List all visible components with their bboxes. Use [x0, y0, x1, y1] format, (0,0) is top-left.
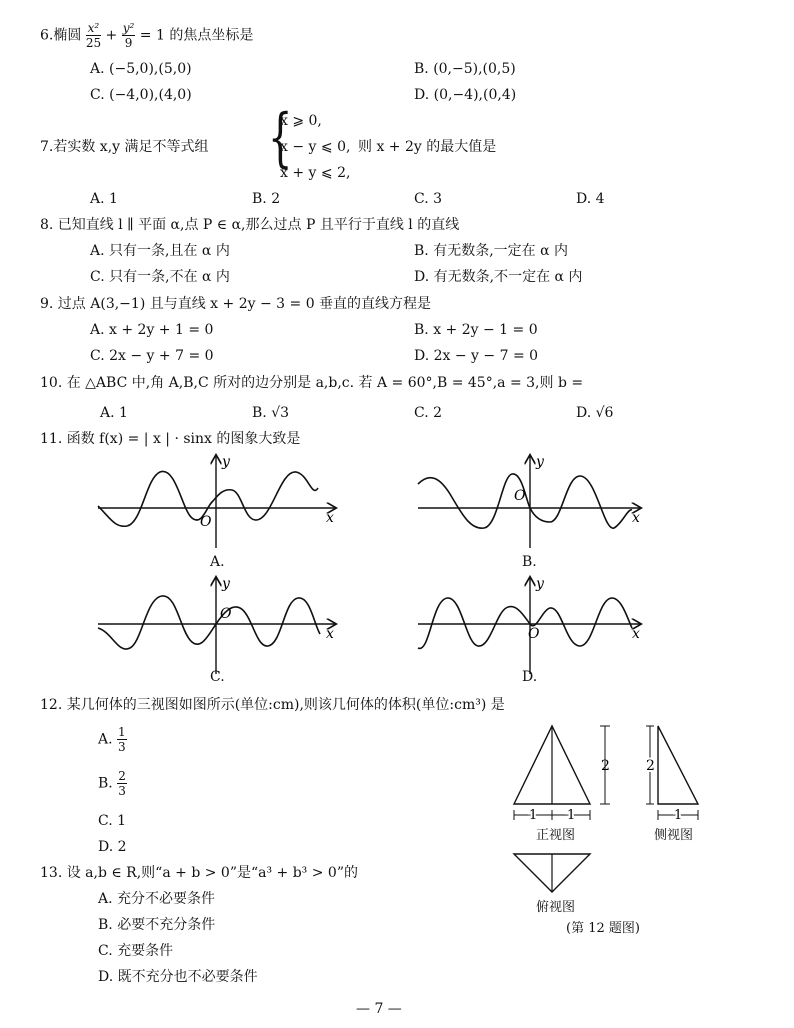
- q7-brace: {: [268, 101, 293, 175]
- graph-c: [98, 576, 335, 674]
- q6-stem: 6.椭圆 $\frac{\text{x²}}{25}$ + $\frac{\text{y²}}{9}$ = 1 的焦点坐标是: [40, 21, 254, 50]
- side-view-label: 侧视图: [654, 828, 694, 843]
- q12-stem: 12. 某几何体的三视图如图所示(单位:cm),则该几何体的体积(单位:cm³) 是: [40, 697, 505, 713]
- graph-d-curve: [418, 598, 632, 648]
- q12-option-a: A. $\frac{1}{3}$: [98, 725, 126, 754]
- q9-stem: 9. 过点 A(3,−1) 且与直线 x + 2y − 3 = 0 垂直的直线方程是: [40, 296, 432, 312]
- q8-option-c: C. 只有一条,不在 α 内: [90, 269, 230, 285]
- graph-d-label: D.: [522, 669, 538, 685]
- graph-d-y-label: y: [536, 576, 544, 592]
- q10-option-a: A. 1: [100, 405, 128, 421]
- q6-frac-y: $\frac{\text{y²}}{9}$: [122, 21, 135, 50]
- front-view-label: 正视图: [536, 828, 576, 843]
- top-view-label: 俯视图: [536, 900, 576, 915]
- q8-option-d: D. 有无数条,不一定在 α 内: [414, 269, 583, 285]
- graph-a-x-label: x: [326, 510, 334, 526]
- side-view: [646, 726, 698, 823]
- q13-option-a: A. 充分不必要条件: [98, 891, 216, 907]
- front-width-right: 1: [567, 808, 576, 823]
- q7-system: x ⩾ 0, x − y ⩽ 0, x + y ⩽ 2,: [280, 113, 351, 181]
- q7-option-b: B. 2: [252, 191, 281, 207]
- q8-option-a: A. 只有一条,且在 α 内: [90, 243, 230, 259]
- q9-option-b: B. x + 2y − 1 = 0: [414, 322, 538, 338]
- top-view: [514, 854, 590, 892]
- q12-option-b: B. $\frac{2}{3}$: [98, 769, 126, 798]
- graph-a: [98, 454, 335, 548]
- q6-title-post: = 1 的焦点坐标是: [139, 27, 254, 44]
- q8-option-b: B. 有无数条,一定在 α 内: [414, 243, 568, 259]
- side-width-label: 1: [674, 808, 683, 823]
- q13-option-b: B. 必要不充分条件: [98, 917, 216, 933]
- q8-stem: 8. 已知直线 l ∥ 平面 α,点 P ∈ α,那么过点 P 且平行于直线 l 的直线: [40, 217, 460, 233]
- q13-stem: 13. 设 a,b ∈ R,则“a + b > 0”是“a³ + b³ > 0”的: [40, 865, 358, 881]
- q9-option-c: C. 2x − y + 7 = 0: [90, 348, 214, 364]
- graph-c-label: C.: [210, 669, 225, 685]
- q11-graphs: [0, 448, 794, 698]
- graph-c-x-label: x: [326, 626, 334, 642]
- side-height-label: 2: [646, 758, 655, 774]
- q9-option-a: A. x + 2y + 1 = 0: [90, 322, 214, 338]
- q10-option-b: B. √3: [252, 405, 290, 421]
- graph-b-x-label: x: [632, 510, 640, 526]
- q13-option-d: D. 既不充分也不必要条件: [98, 969, 258, 985]
- graph-c-origin: O: [220, 606, 232, 622]
- graph-a-label: A.: [210, 554, 225, 570]
- q7-option-d: D. 4: [576, 191, 605, 207]
- q7-option-a: A. 1: [90, 191, 118, 207]
- q12-option-c: C. 1: [98, 813, 127, 829]
- q6-option-d: D. (0,−4),(0,4): [414, 87, 517, 103]
- graph-c-curve: [98, 596, 320, 649]
- q12-option-d: D. 2: [98, 839, 127, 855]
- q6-option-a: A. (−5,0),(5,0): [90, 61, 192, 77]
- front-width-left: 1: [529, 808, 538, 823]
- q6-frac-x: $\frac{\text{x²}}{25}$: [85, 21, 102, 50]
- q9-option-d: D. 2x − y − 7 = 0: [414, 348, 539, 364]
- q7-option-c: C. 3: [414, 191, 443, 207]
- graph-d-origin: O: [528, 626, 540, 642]
- q6-title-pre: 椭圆: [53, 27, 82, 44]
- front-height-label: 2: [601, 758, 610, 774]
- front-view: [514, 726, 610, 823]
- graph-b-y-label: y: [536, 454, 544, 470]
- q10-option-c: C. 2: [414, 405, 443, 421]
- q10-stem: 10. 在 △ABC 中,角 A,B,C 所对的边分别是 a,b,c. 若 A = 60°,B = 45°,a = 3,则 b =: [40, 375, 584, 391]
- graph-b-origin: O: [514, 488, 526, 504]
- graph-d-x-label: x: [632, 626, 640, 642]
- three-view-figure: [500, 718, 720, 908]
- graph-b: [418, 454, 640, 548]
- page-number: — 7 —: [356, 1001, 402, 1017]
- q6-option-b: B. (0,−5),(0,5): [414, 61, 516, 77]
- graph-c-y-label: y: [222, 576, 230, 592]
- q10-option-d: D. √6: [576, 405, 614, 421]
- q7-stem-pre: 7.若实数 x,y 满足不等式组: [40, 139, 209, 155]
- graph-b-label: B.: [522, 554, 537, 570]
- q11-stem: 11. 函数 f(x) = | x | · sinx 的图象大致是: [40, 431, 301, 447]
- q6-option-c: C. (−4,0),(4,0): [90, 87, 192, 103]
- graph-a-origin: O: [200, 514, 212, 530]
- q13-option-c: C. 充要条件: [98, 943, 174, 959]
- q7-stem-post: 则 x + 2y 的最大值是: [358, 139, 497, 155]
- graph-a-y-label: y: [222, 454, 230, 470]
- graph-d: [418, 576, 640, 674]
- figure-caption: (第 12 题图): [566, 921, 640, 936]
